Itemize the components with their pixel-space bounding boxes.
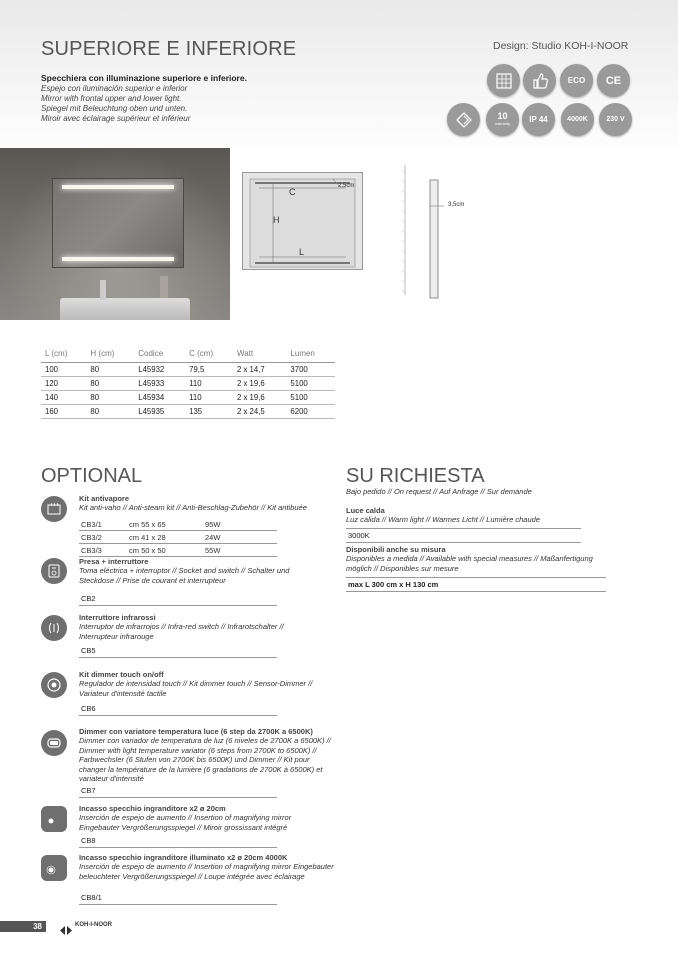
dimmer-touch-icon — [41, 672, 67, 698]
on-request-title: SU RICHIESTA — [346, 465, 485, 487]
option-code: CB8 — [79, 834, 277, 848]
table-row: 140 80 L45934 110 2 x 19,6 5100 — [41, 391, 335, 405]
warm-light-name: Luce calda — [346, 506, 385, 515]
col-watt: Watt — [233, 347, 286, 363]
option-code: CB2 — [79, 592, 277, 606]
socket-switch-icon — [41, 558, 67, 584]
spec-table — [41, 347, 335, 419]
option-name: Incasso specchio ingranditore illuminato x2 ø 20cm 4000K — [79, 853, 288, 862]
eco-icon — [560, 64, 593, 97]
dim-depth-label: 3,5cm — [448, 202, 465, 208]
warranty-years: 10 — [497, 110, 508, 121]
anti-steam-table — [79, 518, 277, 557]
option-code: CB5 — [79, 644, 277, 658]
table-row: 160 80 L45935 135 2 x 24,5 6200 — [41, 405, 335, 419]
product-descriptions — [41, 84, 190, 124]
ip-icon — [522, 103, 555, 136]
dim-h-label: H — [273, 215, 280, 225]
table-row: CB3/2 cm 41 x 28 24W — [79, 531, 277, 544]
product-photo — [0, 148, 230, 320]
dimmer-temperature-icon — [41, 730, 67, 756]
diamond-icon — [447, 103, 480, 136]
desc-en: Mirror with frontal upper and lower light. — [41, 94, 182, 103]
warranty-icon — [486, 103, 519, 136]
desc-es: Espejo con iluminación superior e inferior — [41, 84, 188, 93]
vase — [160, 276, 168, 298]
col-codice: Codice — [134, 347, 185, 363]
mirror-grid-icon — [487, 64, 520, 97]
option-name: Interruttore infrarossi — [79, 613, 156, 622]
magnifying-mirror-icon — [41, 806, 67, 832]
kelvin-label: 4000K — [567, 116, 588, 123]
option-desc: Dimmer con variador de temperatura de luz (6 niveles de 2700K a 6500K) // Dimmer with light temperature variator (6 steps from 2700K to 6500K) // Farbwechsler (6 Stufen von 2700K bis 6500K) und Dimmer // Kit pour changer la température de la lumière (6 gradations de 2700K à 6500K) et variateur d'intensité — [79, 736, 331, 783]
table-row: CB3/3 cm 50 x 50 55W — [79, 544, 277, 557]
lower-light — [62, 257, 174, 261]
option-desc: Regulador de intensidad touch // Kit dimmer touch // Sensor-Dimmer // Variateur d'intensité tactile — [79, 679, 313, 698]
side-diagram — [400, 160, 465, 300]
option-name: Kit dimmer touch on/off — [79, 670, 164, 679]
infrared-icon — [41, 615, 67, 641]
option-code: CB6 — [79, 702, 277, 716]
dim-l-label: L — [299, 247, 305, 257]
thumbs-up-icon — [523, 64, 556, 97]
col-l: L (cm) — [41, 347, 86, 363]
upper-light — [62, 185, 174, 189]
ip-label: IP 44 — [529, 115, 548, 124]
eco-label: ECO — [567, 76, 586, 85]
desc-de: Spiegel mit Beleuchtung oben und unten. — [41, 104, 188, 113]
dim-offset-label: 2,5cm — [338, 183, 355, 189]
table-row: CB3/1 cm 55 x 65 95W — [79, 518, 277, 531]
option-desc: Inserción de espejo de aumento // Insertion of magnifying mirror Eingebauter Vergrößerungsspiegel // Miroir grossissant intégré — [79, 813, 292, 832]
anti-steam-icon — [41, 496, 67, 522]
brand-logo-icon — [60, 922, 72, 940]
option-code: CB8/1 — [79, 891, 277, 905]
ce-icon — [597, 64, 630, 97]
col-c: C (cm) — [185, 347, 233, 363]
optional-title: OPTIONAL — [41, 465, 143, 487]
brand-name: KOH-I-NOOR — [75, 922, 112, 928]
table-row: 100 80 L45932 79,5 2 x 14,7 3700 — [41, 363, 335, 377]
option-name: Presa + interruttore — [79, 557, 149, 566]
page-number: 38 — [0, 921, 46, 932]
warm-light-value: 3000K — [346, 528, 581, 543]
option-desc: Inserción de espejo de aumento // Insertion of magnifying mirror Eingebauter beleuchteter Vergrößerungsspiegel // Loupe intégrée avec éclairage — [79, 862, 334, 881]
design-credit: Design: Studio KOH-I-NOOR — [493, 40, 629, 52]
table-row: 120 80 L45933 110 2 x 19,6 5100 — [41, 377, 335, 391]
product-subtitle: Specchiera con illuminazione superiore e inferiore. — [41, 73, 247, 83]
option-name: Dimmer con variatore temperatura luce (6 step da 2700K a 6500K) — [79, 727, 313, 736]
custom-size-desc: Disponibles a medida // Available with special measures // Maßanfertigung möglich // Disponibles sur mesure — [346, 554, 593, 573]
desc-fr: Miroir avec éclairage supérieur et inférieur — [41, 114, 191, 123]
custom-size-value: max L 300 cm x H 130 cm — [346, 577, 606, 592]
spec-table-header — [41, 347, 335, 363]
warm-light-desc: Luz cálida // Warm light // Warmes Licht // Lumière chaude — [346, 515, 540, 524]
custom-size-name: Disponibili anche su misura — [346, 545, 446, 554]
col-h: H (cm) — [86, 347, 134, 363]
option-desc: Toma eléctrica + interruptor // Socket and switch // Schalter und Steckdose // Prise de courant et interrupteur — [79, 566, 290, 585]
washbasin — [60, 298, 190, 320]
option-name: Incasso specchio ingranditore x2 ø 20cm — [79, 804, 226, 813]
mirror-image — [52, 178, 184, 268]
dim-c-label: C — [289, 187, 296, 197]
option-desc: Interruptor de infrarrojos // Infra-red switch // Infrarotschalter // Interrupteur infrarouge — [79, 622, 284, 641]
page-title: SUPERIORE E INFERIORE — [41, 38, 297, 60]
on-request-sub: Bajo pedido // On request // Auf Anfrage // Sur demande — [346, 487, 532, 496]
illuminated-magnifying-mirror-icon — [41, 855, 67, 881]
ce-label: CE — [605, 74, 622, 87]
voltage-icon — [599, 103, 632, 136]
option-code: CB7 — [79, 784, 277, 798]
voltage-label: 230 V — [606, 116, 625, 123]
col-lumen: Lumen — [286, 347, 335, 363]
faucet — [100, 280, 106, 300]
warranty-label: warranty — [494, 120, 511, 126]
front-diagram — [242, 172, 363, 270]
option-name: Kit antivapore — [79, 494, 130, 503]
kelvin-icon — [561, 103, 594, 136]
option-desc: Kit anti-vaho // Anti-steam kit // Anti-Beschlag-Zubehör // Kit antibuée — [79, 503, 307, 512]
